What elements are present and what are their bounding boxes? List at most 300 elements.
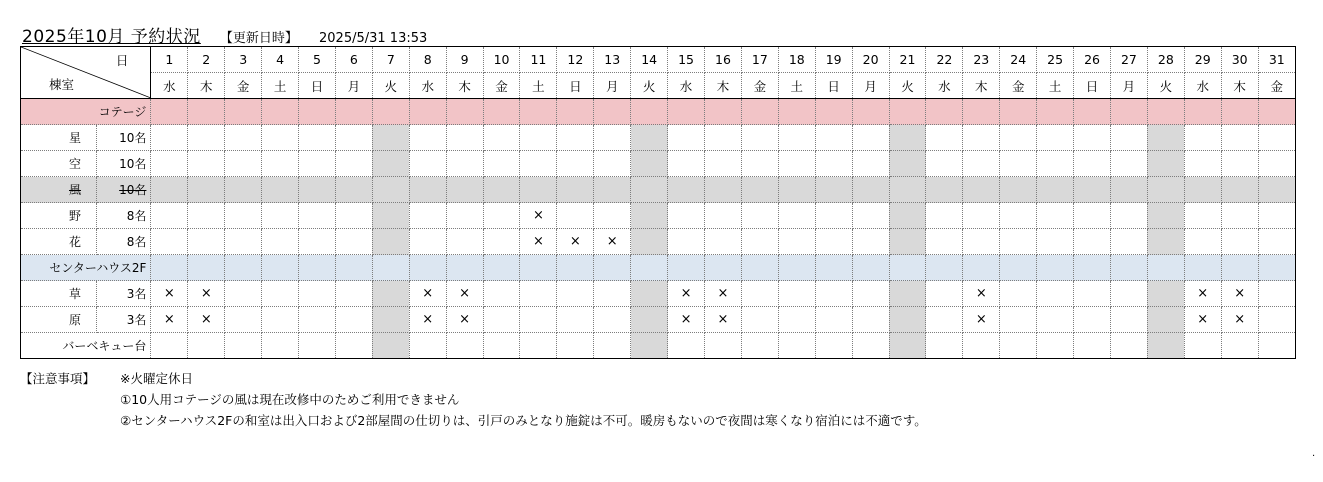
cell-bbq xyxy=(741,333,778,359)
day-cell[interactable] xyxy=(889,177,926,203)
cell-cottage xyxy=(1147,99,1184,125)
day-cell[interactable] xyxy=(815,307,852,333)
day-cell[interactable] xyxy=(926,229,963,255)
day-cell[interactable] xyxy=(446,177,483,203)
day-cell[interactable] xyxy=(1037,229,1074,255)
day-cell[interactable] xyxy=(852,307,889,333)
weekday: 水 xyxy=(409,73,446,99)
day-cell[interactable] xyxy=(151,229,188,255)
day-cell[interactable] xyxy=(557,203,594,229)
day-cell[interactable] xyxy=(1000,125,1037,151)
day-cell[interactable] xyxy=(483,307,520,333)
day-cell[interactable] xyxy=(409,307,446,333)
booked-mark: × xyxy=(1234,312,1246,327)
day-cell[interactable] xyxy=(594,177,631,203)
day-cell[interactable] xyxy=(372,281,409,307)
day-cell[interactable] xyxy=(705,203,742,229)
day-cell[interactable] xyxy=(483,151,520,177)
day-cell[interactable] xyxy=(1037,281,1074,307)
day-cell[interactable] xyxy=(1110,281,1147,307)
day-cell[interactable] xyxy=(1221,281,1258,307)
day-cell[interactable] xyxy=(188,229,225,255)
day-cell[interactable] xyxy=(1000,281,1037,307)
day-cell[interactable] xyxy=(926,203,963,229)
day-cell[interactable] xyxy=(926,281,963,307)
day-cell[interactable] xyxy=(963,229,1000,255)
day-cell[interactable] xyxy=(852,177,889,203)
day-cell[interactable] xyxy=(668,125,705,151)
day-cell[interactable] xyxy=(741,307,778,333)
day-cell[interactable] xyxy=(852,203,889,229)
day-cell[interactable] xyxy=(446,125,483,151)
day-cell[interactable] xyxy=(1184,125,1221,151)
day-cell[interactable] xyxy=(668,307,705,333)
day-cell[interactable] xyxy=(262,177,299,203)
day-number: 24 xyxy=(1000,47,1037,73)
cell-center xyxy=(889,255,926,281)
day-cell[interactable] xyxy=(1110,151,1147,177)
day-cell[interactable] xyxy=(1184,151,1221,177)
day-cell[interactable] xyxy=(852,229,889,255)
day-cell[interactable] xyxy=(778,177,815,203)
day-cell[interactable] xyxy=(299,203,336,229)
day-cell[interactable] xyxy=(557,125,594,151)
day-cell[interactable] xyxy=(594,151,631,177)
day-cell[interactable] xyxy=(557,151,594,177)
day-cell[interactable] xyxy=(1037,307,1074,333)
day-cell[interactable] xyxy=(815,177,852,203)
day-cell[interactable] xyxy=(963,151,1000,177)
day-cell[interactable] xyxy=(372,203,409,229)
notes-label: 【注意事項】 xyxy=(20,371,96,386)
day-cell[interactable] xyxy=(1000,151,1037,177)
day-cell[interactable] xyxy=(1147,177,1184,203)
section-bbq: バーベキュー台 xyxy=(21,333,151,359)
day-cell[interactable] xyxy=(926,177,963,203)
day-cell[interactable] xyxy=(1221,151,1258,177)
day-cell[interactable] xyxy=(631,281,668,307)
day-cell[interactable] xyxy=(299,125,336,151)
day-cell[interactable] xyxy=(1074,281,1111,307)
day-cell[interactable] xyxy=(262,281,299,307)
day-cell[interactable] xyxy=(1000,307,1037,333)
day-cell[interactable] xyxy=(1147,151,1184,177)
day-cell[interactable] xyxy=(778,125,815,151)
cell-bbq xyxy=(557,333,594,359)
day-cell[interactable] xyxy=(188,151,225,177)
day-cell[interactable] xyxy=(1258,151,1295,177)
cell-bbq xyxy=(1110,333,1147,359)
day-cell[interactable] xyxy=(225,203,262,229)
day-cell[interactable] xyxy=(1147,281,1184,307)
day-cell[interactable] xyxy=(778,281,815,307)
day-cell[interactable] xyxy=(335,125,372,151)
day-cell[interactable] xyxy=(1147,307,1184,333)
weekday: 日 xyxy=(557,73,594,99)
weekday: 月 xyxy=(1110,73,1147,99)
cell-bbq xyxy=(1074,333,1111,359)
day-cell[interactable] xyxy=(1074,177,1111,203)
day-cell[interactable] xyxy=(963,177,1000,203)
cell-center xyxy=(151,255,188,281)
title-text: 2025年10月 予約状況 xyxy=(22,27,201,47)
cell-cottage xyxy=(372,99,409,125)
day-cell[interactable] xyxy=(631,203,668,229)
day-cell[interactable] xyxy=(446,229,483,255)
booked-mark: × xyxy=(200,286,212,301)
day-cell[interactable] xyxy=(1037,177,1074,203)
notes-line1: ①10人用コテージの風は現在改修中のためご利用できません xyxy=(120,392,460,407)
day-cell[interactable] xyxy=(262,151,299,177)
cell-cottage xyxy=(557,99,594,125)
cell-cottage xyxy=(926,99,963,125)
day-cell[interactable] xyxy=(335,151,372,177)
day-cell[interactable] xyxy=(889,281,926,307)
day-cell[interactable] xyxy=(1074,203,1111,229)
day-cell[interactable] xyxy=(815,281,852,307)
day-cell[interactable] xyxy=(557,177,594,203)
weekday: 土 xyxy=(778,73,815,99)
day-cell[interactable] xyxy=(299,151,336,177)
day-cell[interactable] xyxy=(372,151,409,177)
day-cell[interactable] xyxy=(188,203,225,229)
day-cell[interactable] xyxy=(963,307,1000,333)
day-number: 29 xyxy=(1184,47,1221,73)
weekday: 木 xyxy=(963,73,1000,99)
day-cell[interactable] xyxy=(1258,281,1295,307)
day-cell[interactable] xyxy=(483,203,520,229)
day-number: 3 xyxy=(225,47,262,73)
day-cell[interactable] xyxy=(446,281,483,307)
day-cell[interactable] xyxy=(1221,307,1258,333)
day-cell[interactable] xyxy=(889,229,926,255)
day-cell[interactable] xyxy=(594,125,631,151)
cell-bbq xyxy=(483,333,520,359)
weekday: 水 xyxy=(151,73,188,99)
day-cell[interactable] xyxy=(926,307,963,333)
day-cell[interactable] xyxy=(705,125,742,151)
day-cell[interactable] xyxy=(926,151,963,177)
day-number: 18 xyxy=(778,47,815,73)
day-cell[interactable] xyxy=(1258,203,1295,229)
booked-mark: × xyxy=(680,286,692,301)
day-cell[interactable] xyxy=(151,151,188,177)
day-cell[interactable] xyxy=(151,125,188,151)
day-cell[interactable] xyxy=(889,125,926,151)
cell-center xyxy=(372,255,409,281)
cell-center xyxy=(1110,255,1147,281)
day-cell[interactable] xyxy=(409,177,446,203)
day-cell[interactable] xyxy=(1074,229,1111,255)
day-cell[interactable] xyxy=(852,281,889,307)
day-cell[interactable] xyxy=(483,177,520,203)
day-cell[interactable] xyxy=(594,229,631,255)
cell-center xyxy=(1147,255,1184,281)
day-cell[interactable] xyxy=(225,177,262,203)
day-cell[interactable] xyxy=(815,151,852,177)
day-cell[interactable] xyxy=(372,177,409,203)
day-cell[interactable] xyxy=(815,203,852,229)
day-cell[interactable] xyxy=(1147,125,1184,151)
day-cell[interactable] xyxy=(741,281,778,307)
day-cell[interactable] xyxy=(1000,203,1037,229)
day-cell[interactable] xyxy=(335,203,372,229)
day-cell[interactable] xyxy=(741,125,778,151)
cell-bbq xyxy=(889,333,926,359)
section-center: センターハウス2F xyxy=(21,255,151,281)
updated-value: 2025/5/31 13:53 xyxy=(319,31,428,46)
day-cell[interactable] xyxy=(1184,203,1221,229)
day-cell[interactable] xyxy=(557,281,594,307)
day-cell[interactable] xyxy=(852,151,889,177)
booked-mark: × xyxy=(532,234,544,249)
day-cell[interactable] xyxy=(446,307,483,333)
day-cell[interactable] xyxy=(1221,177,1258,203)
room-capacity: 10名 xyxy=(97,177,151,203)
cell-center xyxy=(1184,255,1221,281)
day-cell[interactable] xyxy=(188,281,225,307)
day-cell[interactable] xyxy=(668,203,705,229)
day-number: 19 xyxy=(815,47,852,73)
cell-center xyxy=(594,255,631,281)
cell-cottage xyxy=(963,99,1000,125)
day-cell[interactable] xyxy=(372,229,409,255)
cell-bbq xyxy=(299,333,336,359)
day-cell[interactable] xyxy=(483,281,520,307)
day-cell[interactable] xyxy=(1221,125,1258,151)
day-number: 28 xyxy=(1147,47,1184,73)
day-cell[interactable] xyxy=(889,151,926,177)
day-cell[interactable] xyxy=(852,125,889,151)
day-cell[interactable] xyxy=(520,151,557,177)
day-cell[interactable] xyxy=(557,229,594,255)
weekday: 水 xyxy=(1184,73,1221,99)
day-cell[interactable] xyxy=(299,281,336,307)
day-cell[interactable] xyxy=(520,307,557,333)
day-cell[interactable] xyxy=(520,177,557,203)
day-cell[interactable] xyxy=(188,307,225,333)
page-title xyxy=(22,22,428,47)
booked-mark: × xyxy=(1234,286,1246,301)
cell-center xyxy=(1258,255,1295,281)
day-cell[interactable] xyxy=(262,229,299,255)
day-cell[interactable] xyxy=(520,281,557,307)
day-cell[interactable] xyxy=(631,177,668,203)
day-cell[interactable] xyxy=(594,307,631,333)
weekday: 日 xyxy=(815,73,852,99)
day-cell[interactable] xyxy=(741,151,778,177)
day-cell[interactable] xyxy=(409,203,446,229)
day-cell[interactable] xyxy=(668,281,705,307)
day-cell[interactable] xyxy=(1110,307,1147,333)
day-number: 23 xyxy=(963,47,1000,73)
day-cell[interactable] xyxy=(1258,177,1295,203)
day-cell[interactable] xyxy=(335,177,372,203)
day-cell[interactable] xyxy=(409,151,446,177)
day-cell[interactable] xyxy=(1258,125,1295,151)
day-cell[interactable] xyxy=(262,307,299,333)
weekday: 土 xyxy=(1037,73,1074,99)
cell-bbq xyxy=(705,333,742,359)
day-cell[interactable] xyxy=(778,307,815,333)
cell-center xyxy=(815,255,852,281)
day-cell[interactable] xyxy=(299,307,336,333)
day-cell[interactable] xyxy=(1258,307,1295,333)
day-cell[interactable] xyxy=(631,125,668,151)
room-name: 花 xyxy=(21,229,97,255)
day-cell[interactable] xyxy=(1037,125,1074,151)
day-cell[interactable] xyxy=(1221,203,1258,229)
day-cell[interactable] xyxy=(1000,229,1037,255)
weekday: 火 xyxy=(889,73,926,99)
day-cell[interactable] xyxy=(631,229,668,255)
day-cell[interactable] xyxy=(151,177,188,203)
cell-cottage xyxy=(1037,99,1074,125)
day-cell[interactable] xyxy=(1110,203,1147,229)
cell-center xyxy=(668,255,705,281)
day-cell[interactable] xyxy=(778,151,815,177)
day-cell[interactable] xyxy=(631,307,668,333)
day-cell[interactable] xyxy=(225,125,262,151)
day-cell[interactable] xyxy=(372,307,409,333)
day-cell[interactable] xyxy=(889,203,926,229)
day-number: 5 xyxy=(299,47,336,73)
booked-mark: × xyxy=(422,286,434,301)
day-cell[interactable] xyxy=(1184,281,1221,307)
day-cell[interactable] xyxy=(778,203,815,229)
day-cell[interactable] xyxy=(483,125,520,151)
day-cell[interactable] xyxy=(557,307,594,333)
day-cell[interactable] xyxy=(446,151,483,177)
day-cell[interactable] xyxy=(1000,177,1037,203)
day-cell[interactable] xyxy=(741,203,778,229)
cell-bbq xyxy=(335,333,372,359)
day-cell[interactable] xyxy=(188,177,225,203)
day-cell[interactable] xyxy=(1037,203,1074,229)
day-cell[interactable] xyxy=(409,125,446,151)
day-cell[interactable] xyxy=(151,203,188,229)
day-cell[interactable] xyxy=(594,281,631,307)
day-cell[interactable] xyxy=(262,203,299,229)
day-cell[interactable] xyxy=(188,125,225,151)
day-cell[interactable] xyxy=(705,307,742,333)
day-cell[interactable] xyxy=(741,229,778,255)
day-cell[interactable] xyxy=(225,151,262,177)
day-cell[interactable] xyxy=(520,125,557,151)
updated-label: 【更新日時】 xyxy=(219,31,298,46)
day-cell[interactable] xyxy=(1110,125,1147,151)
day-cell[interactable] xyxy=(299,229,336,255)
cell-center xyxy=(1037,255,1074,281)
day-cell[interactable] xyxy=(483,229,520,255)
day-cell[interactable] xyxy=(705,229,742,255)
weekday: 金 xyxy=(1258,73,1295,99)
day-cell[interactable] xyxy=(151,281,188,307)
day-cell[interactable] xyxy=(1184,177,1221,203)
day-number: 22 xyxy=(926,47,963,73)
day-cell[interactable] xyxy=(225,281,262,307)
day-cell[interactable] xyxy=(668,151,705,177)
day-cell[interactable] xyxy=(1110,229,1147,255)
day-cell[interactable] xyxy=(963,203,1000,229)
booked-mark: × xyxy=(1197,312,1209,327)
cell-cottage xyxy=(889,99,926,125)
day-cell[interactable] xyxy=(889,307,926,333)
day-cell[interactable] xyxy=(335,281,372,307)
day-number: 20 xyxy=(852,47,889,73)
day-number: 21 xyxy=(889,47,926,73)
day-cell[interactable] xyxy=(594,203,631,229)
day-cell[interactable] xyxy=(668,229,705,255)
cell-bbq xyxy=(372,333,409,359)
day-cell[interactable] xyxy=(372,125,409,151)
day-cell[interactable] xyxy=(815,125,852,151)
cell-center xyxy=(705,255,742,281)
day-cell[interactable] xyxy=(705,177,742,203)
day-cell[interactable] xyxy=(705,281,742,307)
day-cell[interactable] xyxy=(262,125,299,151)
day-cell[interactable] xyxy=(1147,203,1184,229)
day-cell[interactable] xyxy=(1258,229,1295,255)
corner-header xyxy=(21,47,151,99)
day-cell[interactable] xyxy=(409,229,446,255)
day-cell[interactable] xyxy=(335,307,372,333)
day-cell[interactable] xyxy=(1184,229,1221,255)
cell-cottage xyxy=(1184,99,1221,125)
room-name: 星 xyxy=(21,125,97,151)
cell-center xyxy=(483,255,520,281)
day-cell[interactable] xyxy=(1110,177,1147,203)
day-cell[interactable] xyxy=(963,125,1000,151)
day-cell[interactable] xyxy=(631,151,668,177)
day-cell[interactable] xyxy=(225,229,262,255)
cell-center xyxy=(225,255,262,281)
day-cell[interactable] xyxy=(741,177,778,203)
day-cell[interactable] xyxy=(1221,229,1258,255)
day-cell[interactable] xyxy=(335,229,372,255)
cell-bbq xyxy=(926,333,963,359)
day-cell[interactable] xyxy=(815,229,852,255)
day-cell[interactable] xyxy=(1074,151,1111,177)
cell-center xyxy=(1000,255,1037,281)
day-cell[interactable] xyxy=(446,203,483,229)
day-number: 30 xyxy=(1221,47,1258,73)
weekday: 木 xyxy=(705,73,742,99)
day-cell[interactable] xyxy=(926,125,963,151)
day-cell[interactable] xyxy=(299,177,336,203)
day-cell[interactable] xyxy=(520,229,557,255)
day-cell[interactable] xyxy=(1147,229,1184,255)
day-cell[interactable] xyxy=(1184,307,1221,333)
weekday: 月 xyxy=(594,73,631,99)
day-cell[interactable] xyxy=(225,307,262,333)
day-cell[interactable] xyxy=(778,229,815,255)
day-cell[interactable] xyxy=(151,307,188,333)
day-cell[interactable] xyxy=(1074,125,1111,151)
day-cell[interactable] xyxy=(1074,307,1111,333)
cell-cottage xyxy=(741,99,778,125)
cell-cottage xyxy=(520,99,557,125)
day-cell[interactable] xyxy=(409,281,446,307)
day-cell[interactable] xyxy=(668,177,705,203)
booked-mark: × xyxy=(569,234,581,249)
day-cell[interactable] xyxy=(705,151,742,177)
day-cell[interactable] xyxy=(520,203,557,229)
booked-mark: × xyxy=(1197,286,1209,301)
day-cell[interactable] xyxy=(963,281,1000,307)
day-cell[interactable] xyxy=(1037,151,1074,177)
day-number: 7 xyxy=(372,47,409,73)
